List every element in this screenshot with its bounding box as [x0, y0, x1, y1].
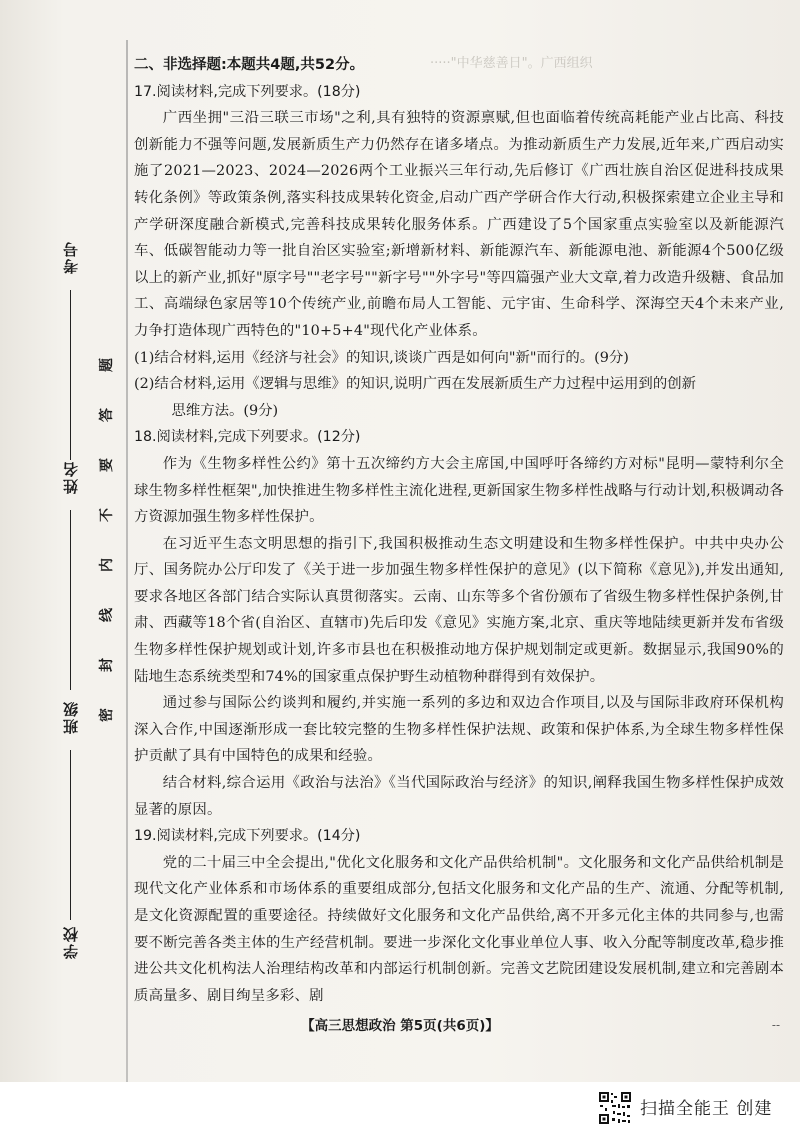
- binding-divider: [126, 40, 128, 1100]
- label-xingming: 姓名: [62, 460, 80, 494]
- seal-char: 内: [99, 558, 115, 572]
- binding-margin: [0, 0, 128, 1132]
- q17-sub1: (1)结合材料,运用《经济与社会》的知识,谈谈广西是如何向"新"而行的。(9分): [134, 349, 629, 366]
- q18-para3: 通过参与国际公约谈判和履约,并实施一系列的多边和双边合作项目,以及与国际非政府环保机构深入合作,中国逐渐形成一套比较完整的生物多样性保护法规、政策和保护体系,为全球生物多样性保护贡献了具有中国特色的成果和经验。: [134, 695, 784, 765]
- seal-line-text: [96, 355, 116, 725]
- scanner-label: 扫描全能王 创建: [640, 1099, 773, 1119]
- scanner-bar: [0, 1082, 800, 1132]
- seal-char: 密: [99, 708, 115, 722]
- page-footer: 【高三思想政治 第5页(共6页)】: [301, 1018, 499, 1034]
- seal-char: 要: [99, 458, 115, 472]
- label-xuexiao: 学校: [62, 925, 80, 959]
- q19-para1: 党的二十届三中全会提出,"优化文化服务和文化产品供给机制"。文化服务和文化产品供给机制是现代文化产业体系和市场体系的重要组成部分,包括文化服务和文化产品的生产、流通、分配等机制,是文化资源配置的重要途径。持续做好文化服务和文化产品供给,离不开多元化主体的共同参与,也需要不断完善各类主体的生产经营机制。要进一步深化文化事业单位人事、收入分配等制度改革,稳步推进公共文化机构法人治理结构改革和内部运行机制创新。完善文艺院团建设发展机制,建立和完善剧本质高量多、剧目绚呈多彩、剧: [134, 854, 784, 1004]
- q18-question: 结合材料,综合运用《政治与法治》《当代国际政治与经济》的知识,阐释我国生物多样性保护成效显著的原因。: [134, 775, 784, 818]
- q17-sub2: [134, 371, 784, 424]
- seal-char: 不: [99, 508, 115, 522]
- main-content: [134, 52, 784, 1009]
- seal-char: 封: [99, 658, 115, 672]
- show-through-text: ·····"中华慈善日"。广西组织: [430, 56, 593, 70]
- q18-heading: 18.阅读材料,完成下列要求。(12分): [134, 429, 361, 446]
- banji-line: [70, 750, 71, 920]
- qr-code-icon: [598, 1091, 632, 1125]
- label-banji: 班级: [62, 700, 80, 734]
- q18-para2: 在习近平生态文明思想的指引下,我国积极推动生态文明建设和生物多样性保护。中共中央办公厅、国务院办公厅印发了《关于进一步加强生物多样性保护的意见》(以下简称《意见》),并发出通知,要求各地区各部门结合实际认真贯彻落实。云南、山东等多个省份颁布了省级生物多样性保护条例,甘肃、西藏等18个省(自治区、直辖市)先后印发《意见》实施方案,北京、重庆等地陆续更新并发布省级生物多样性保护规划或计划,许多市县也在积极推动地方保护规划制定或更新。数据显示,我国90%的陆地生态系统类型和74%的国家重点保护野生动植物种群得到有效保护。: [134, 535, 784, 685]
- section-title: 二、非选择题:本题共4题,共52分。: [134, 57, 365, 73]
- q19-heading: 19.阅读材料,完成下列要求。(14分): [134, 828, 361, 845]
- footer-mark: --: [771, 1018, 780, 1032]
- seal-char: 线: [99, 608, 115, 622]
- kaohao-line: [70, 290, 71, 460]
- seal-char: 题: [99, 358, 115, 372]
- q17-sub2-line2: 思维方法。(9分): [171, 402, 279, 419]
- q17-sub2-line1: (2)结合材料,运用《逻辑与思维》的知识,说明广西在发展新质生产力过程中运用到的创新: [134, 376, 696, 393]
- seal-char: 答: [99, 408, 115, 422]
- label-kaohao: 考号: [62, 240, 80, 274]
- xingming-line: [70, 510, 71, 690]
- q18-para1: 作为《生物多样性公约》第十五次缔约方大会主席国,中国呼吁各缔约方对标"昆明—蒙特利尔全球生物多样性框架",加快推进生物多样性主流化进程,更新国家生物多样性战略与行动计划,积极调动各方资源加强生物多样性保护。: [134, 455, 784, 526]
- q17-material: 广西坐拥"三沿三联三市场"之利,具有独特的资源禀赋,但也面临着传统高耗能产业占比高、科技创新能力不强等问题,发展新质生产力仍然存在诸多堵点。为推动新质生产力发展,近年来,广西启动实施了2021—2023、2024—2026两个工业振兴三年行动,先后修订《广西壮族自治区促进科技成果转化条例》等政策条例,落实科技成果转化资金,启动广西产学研合作大行动,积极探索建立企业主导和产学研深度融合新模式,完善科技成果转化服务体系。广西建设了5个国家重点实验室以及新能源汽车、低碳智能动力等一批自治区实验室;新增新材料、新能源汽车、新能源电池、新能源4个500亿级以上的新产业,抓好"原字号""老字号""新字号""外字号"等四篇强产业大文章,着力改造升级糖、食品加工、高端绿色家居等10个传统产业,前瞻布局人工智能、元宇宙、生命科学、深海空天4个未来产业,力争打造体现广西特色的"10+5+4"现代化产业体系。: [134, 110, 784, 339]
- q17-heading: 17.阅读材料,完成下列要求。(18分): [134, 83, 361, 100]
